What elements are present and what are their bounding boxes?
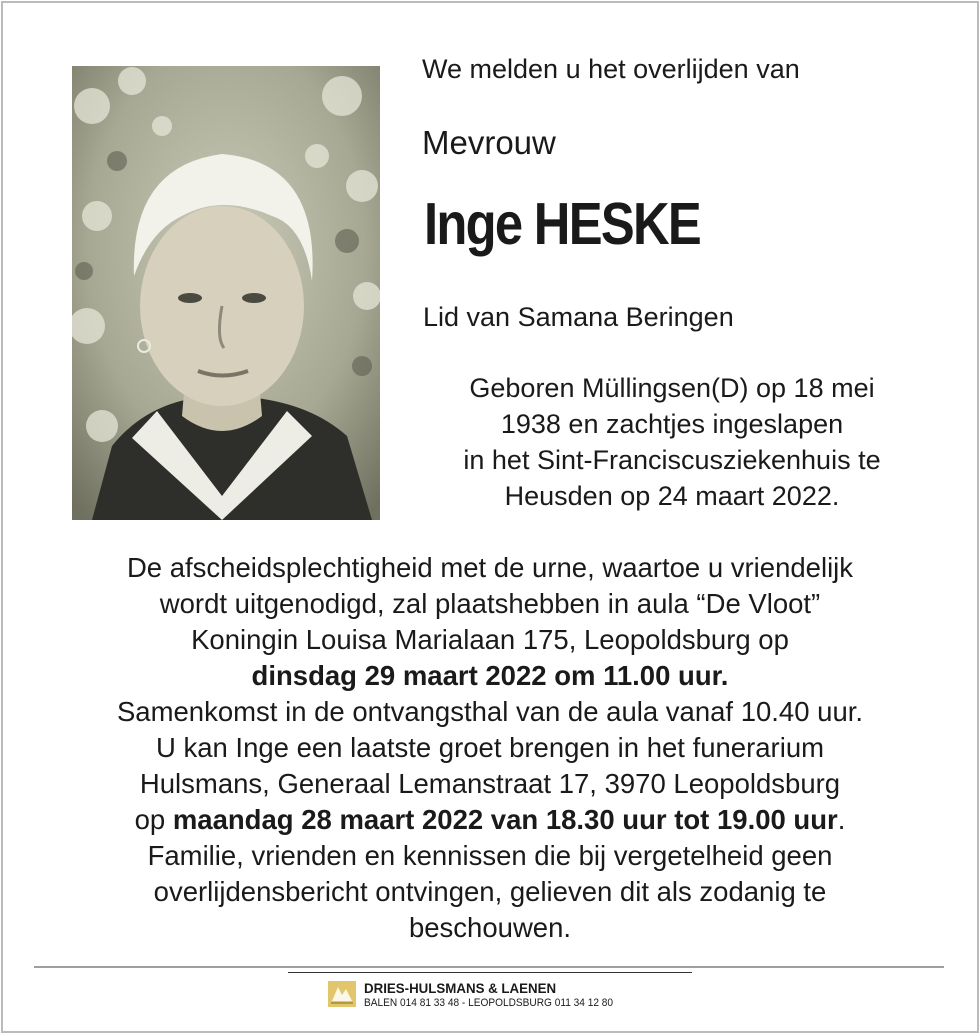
membership-line: Lid van Samana Beringen — [423, 302, 734, 332]
closing-line: beschouwen. — [408, 912, 572, 943]
visit-line: U kan Inge een laatste groet brengen in het funerarium — [155, 732, 825, 763]
birth-line: in het Sint-Franciscusziekenhuis te — [463, 445, 881, 475]
visit-line: Hulsmans, Generaal Lemanstraat 17, 3970 Leopoldsburg — [139, 768, 841, 799]
birth-line: 1938 en zachtjes ingeslapen — [500, 409, 844, 439]
ceremony-details — [30, 550, 950, 946]
ceremony-date: dinsdag 29 maart 2022 om 11.00 uur. — [251, 660, 729, 691]
funeral-home-logo-icon — [328, 981, 356, 1012]
birth-line: Geboren Müllingsen(D) op 18 mei — [469, 373, 875, 403]
birth-line: Heusden op 24 maart 2022. — [504, 481, 840, 511]
ceremony-line: wordt uitgenodigd, zal plaatshebben in aula “De Vloot” — [159, 588, 821, 619]
birth-death-details — [412, 370, 932, 514]
visit-prefix: op — [134, 804, 173, 835]
visit-date-line — [30, 802, 950, 838]
funeral-home-name: DRIES-HULSMANS & LAENEN — [364, 980, 557, 996]
deceased-name: Inge HESKE — [424, 191, 701, 257]
announcement-intro: We melden u het overlijden van — [422, 54, 800, 84]
gathering-line: Samenkomst in de ontvangsthal van de aula vanaf 10.40 uur. — [116, 696, 864, 727]
closing-line: Familie, vrienden en kennissen die bij vergetelheid geen — [147, 840, 833, 871]
ceremony-line: De afscheidsplechtigheid met de urne, waartoe u vriendelijk — [126, 552, 854, 583]
funeral-home-contact: BALEN 014 81 33 48 - LEOPOLDSBURG 011 34 12 80 — [364, 997, 614, 1009]
visit-suffix: . — [837, 804, 846, 835]
visit-date: maandag 28 maart 2022 van 18.30 uur tot 19.00 uur — [172, 804, 838, 835]
portrait-photo — [72, 66, 380, 520]
portrait-image — [72, 66, 380, 520]
footer-divider — [34, 966, 944, 968]
closing-line: overlijdensbericht ontvingen, gelieven dit als zodanig te — [153, 876, 827, 907]
ceremony-line: Koningin Louisa Marialaan 175, Leopoldsburg op — [191, 624, 789, 655]
honorific: Mevrouw — [422, 124, 556, 161]
footer-subdivider — [288, 972, 692, 973]
